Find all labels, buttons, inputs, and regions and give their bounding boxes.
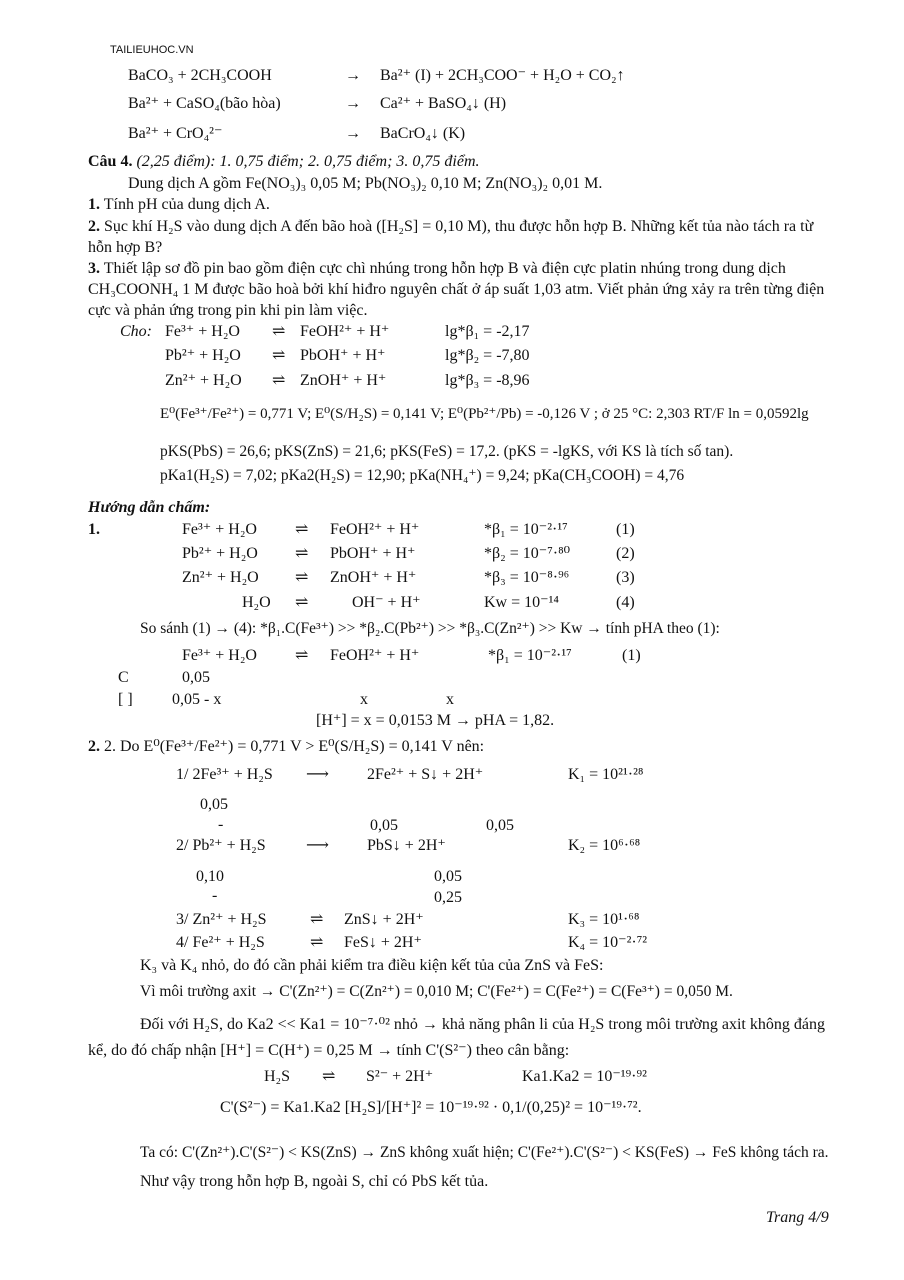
reaction-rhs: Ba²⁺ (I) + 2CH₃COO⁻ + H₂O + CO₂↑ [380, 67, 625, 84]
guide-title: Hướng dẫn chấm: [88, 499, 211, 516]
long-arrow-icon: ⟶ [306, 837, 329, 854]
reaction-arrow: → [345, 95, 361, 112]
comparison-line: So sánh (1) → (4): *β₁.C(Fe³⁺) >> *β₂.C(Pb²⁺) >> *β₃.C(Zn²⁺) >> Kw → tính pHA theo (1): [140, 620, 720, 637]
reaction-lhs: BaCO₃ + 2CH₃COOH [128, 67, 272, 84]
reaction-lhs: Ba²⁺ + CrO₄²⁻ [128, 125, 223, 142]
conclusion-text: Như vậy trong hỗn hợp B, ngoài S, chỉ có PbS kết tủa. [140, 1173, 489, 1190]
row-c-label: C [118, 669, 129, 686]
question-intro: Dung dịch A gồm Fe(NO₃)₃ 0,05 M; Pb(NO₃)₂ 0,10 M; Zn(NO₃)₂ 0,01 M. [128, 175, 603, 192]
standard-potentials: E⁰(Fe³⁺/Fe²⁺) = 0,771 V; E⁰(S/H₂S) = 0,141 V; E⁰(Pb²⁺/Pb) = -0,126 V ; ở 25 °C: 2,303 RT/F ln = 0,0592lg [160, 406, 809, 422]
reaction-arrow: → [345, 125, 361, 142]
site-header: TAILIEUHOC.VN [110, 44, 194, 56]
ph-result: [H⁺] = x = 0,0153 M → pHA = 1,82. [316, 712, 555, 729]
acid-text: Vì môi trường axit → C'(Zn²⁺) = C(Zn²⁺) = 0,010 M; C'(Fe²⁺) = C(Fe²⁺) = C(Fe³⁺) = 0,050 M. [140, 983, 733, 1000]
check-text: K₃ và K₄ nhỏ, do đó cần phải kiểm tra điều kiện kết tủa của ZnS và FeS: [140, 957, 604, 974]
h2s-text: Đối với H₂S, do Ka2 << Ka1 = 10⁻⁷·⁰² nhỏ → khả năng phân li của H₂S trong môi trường axit không đáng kể, do đó chấp nhận [H⁺] = C(H⁺) = 0,25 M → tính C'(S²⁻) theo cân bằng: [88, 1016, 825, 1059]
given-label: Cho: [120, 323, 152, 340]
question-title: Câu 4. [88, 153, 133, 170]
row-eq-x2: x [446, 691, 454, 708]
reaction-rhs: Ca²⁺ + BaSO₄↓ (H) [380, 95, 507, 112]
row-eq-x1: x [360, 691, 368, 708]
part-2-intro: 2. 2. Do E⁰(Fe³⁺/Fe²⁺) = 0,771 V > E⁰(S/H₂S) = 0,141 V nên: [88, 738, 485, 755]
compare-text: Ta có: C'(Zn²⁺).C'(S²⁻) < KS(ZnS) → ZnS không xuất hiện; C'(Fe²⁺).C'(S²⁻) < KS(FeS) → FeS không tách ra. [140, 1144, 829, 1161]
row-eq-value: 0,05 - x [172, 691, 222, 708]
row-c-value: 0,05 [182, 669, 210, 686]
question-item: 1. Tính pH của dung dịch A. [88, 196, 270, 213]
guide-part-1: 1. [88, 521, 100, 538]
long-arrow-icon: ⟶ [306, 766, 329, 783]
question-item: 3. Thiết lập sơ đồ pin bao gồm điện cực chì nhúng trong hỗn hợp B và điện cực platin nhúng trong dung dịch CH₃COONH₄ 1 M được bão hoà bởi khí hiđro nguyên chất ở áp suất 1,03 atm. Viết phản ứng xảy ra trên từng điện cực và phản ứng trong pin khi pin làm việc. [88, 260, 825, 319]
reaction-arrow: → [345, 67, 361, 84]
pks-values: pKS(PbS) = 26,6; pKS(ZnS) = 21,6; pKS(FeS) = 17,2. (pKS = -lgKS, với KS là tích số tan). [160, 443, 734, 460]
reaction-rhs: BaCrO₄↓ (K) [380, 125, 466, 142]
question-points: (2,25 điểm): 1. 0,75 điểm; 2. 0,75 điểm; 3. 0,75 điểm. [136, 153, 480, 170]
question-heading [88, 152, 480, 172]
page-number: Trang 4/9 [766, 1209, 829, 1226]
sulfide-concentration: C'(S²⁻) = Ka1.Ka2 [H₂S]/[H⁺]² = 10⁻¹⁹·⁹² · 0,1/(0,25)² = 10⁻¹⁹·⁷². [220, 1099, 642, 1116]
question-item: 2. Sục khí H₂S vào dung dịch A đến bão hoà ([H₂S] = 0,10 M), thu được hỗn hợp B. Những kết tủa nào tách ra từ hỗn hợp B? [88, 218, 814, 256]
row-eq-label: [ ] [118, 691, 133, 708]
pka-values: pKa1(H₂S) = 7,02; pKa2(H₂S) = 12,90; pKa(NH₄⁺) = 9,24; pKa(CH₃COOH) = 4,76 [160, 467, 685, 484]
reaction-lhs: Ba²⁺ + CaSO₄(bão hòa) [128, 95, 281, 112]
